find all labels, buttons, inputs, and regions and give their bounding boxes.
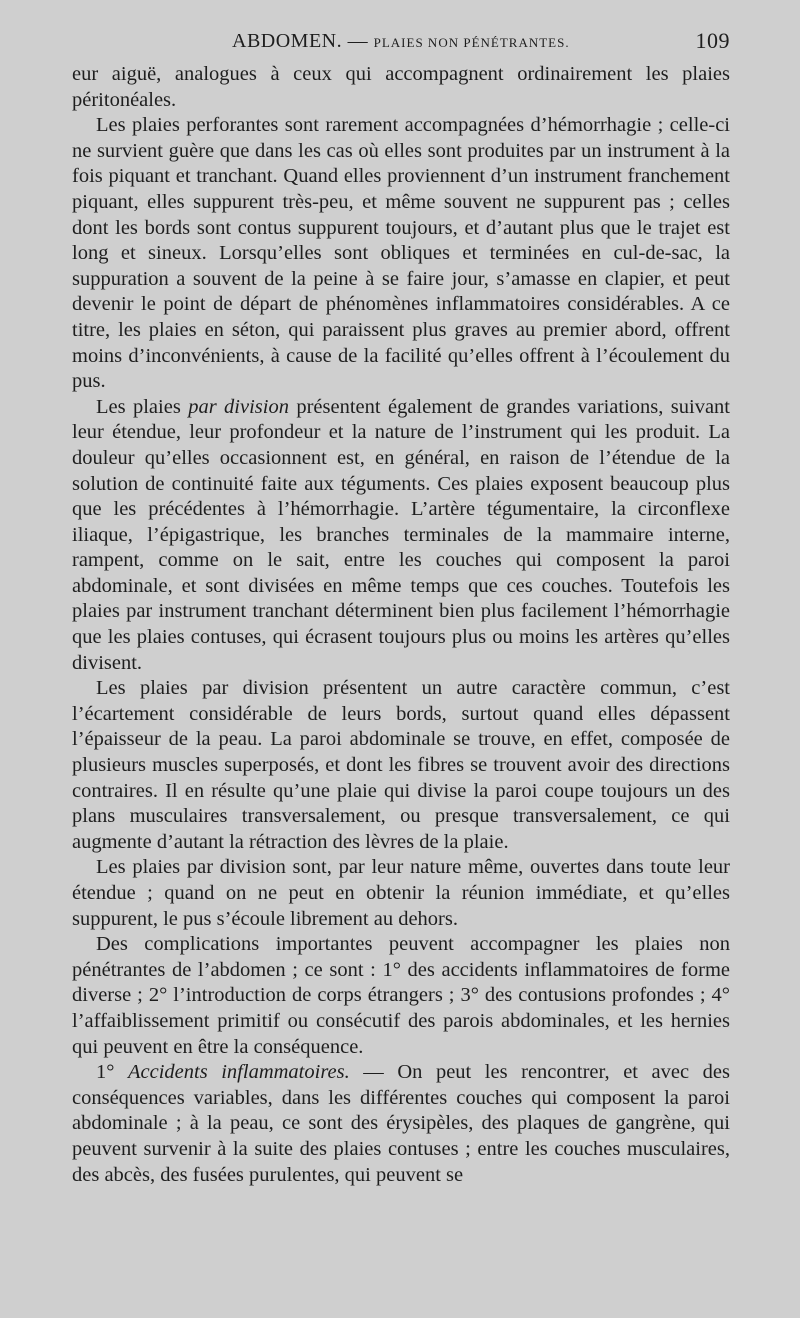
paragraph-text: — On peut les rencontrer, et avec des conséquences variables, dans les différentes couches qui composent la paroi abdominale ; à la peau, ce sont des érysipèles, des plaques de gangrène, qui peuvent survenir à la suite des plaies contuses ; entre les couches musculaires, des abcès, des fusées purulentes, qui peuvent se	[72, 1061, 730, 1186]
paragraph-emphasis: Accidents inflammatoires.	[128, 1061, 350, 1084]
paragraph-perforating-wounds: Les plaies perforantes sont rarement accompagnées d’hémorrhagie ; celle-ci ne survient guère que dans les cas où elles sont produites par un instrument à la fois piquant et tranchant. Quand elles proviennent d’un instrument franchement piquant, elles suppurent très-peu, et même souvent ne suppurent pas ; celles dont les bords sont contus suppurent toujours, et d’autant plus que le trajet est long et sineux. Lorsqu’elles sont obliques et terminées en cul-de-sac, la suppuration a souvent de la peine à se faire jour, s’amasse en clapier, et peut devenir le point de départ de phénomènes inflammatoires considérables. A ce titre, les plaies en séton, qui paraissent plus graves au premier abord, offrent moins d’inconvénients, à cause de la facilité qu’elles offrent à l’écoulement du pus.	[72, 114, 730, 393]
body-text	[72, 62, 730, 1188]
running-header	[72, 28, 730, 58]
paragraph-wound-edges: Les plaies par division présentent un autre caractère commun, c’est l’écartement considérable de leurs bords, surtout quand elles dépassent l’épaisseur de la peau. La paroi abdominale se trouve, en effet, composée de plusieurs muscles superposés, et dont les fibres se trouvent avoir des directions contraires. Il en résulte qu’une plaie qui divise la paroi coupe toujours un des plans musculaires transversalement, ou presque transversalement, ce qui augmente d’autant la rétraction des lèvres de la plaie.	[72, 677, 730, 853]
paragraph-emphasis: par division	[188, 395, 289, 418]
paragraph-text: présentent également de grandes variations, suivant leur étendue, leur profondeur et la nature de l’instrument qui les produit. La douleur qu’elles occasionnent est, en général, en raison de l’étendue de la solution de continuité faite aux téguments. Ces plaies exposent beaucoup plus que les précédentes à l’hémorrhagie. L’artère tégumentaire, la circonflexe iliaque, l’épigastrique, les branches terminales de la mammaire interne, rampent, comme on le sait, entre les couches qui composent la paroi abdominale, et sont divisées en même temps que ces couches. Toutefois les plaies par instrument tranchant déterminent bien plus facilement l’hémorrhagie que les plaies contuses, qui écrasent toujours plus ou moins les artères qu’elles divisent.	[72, 395, 730, 674]
header-section: ABDOMEN.	[232, 30, 343, 52]
paragraph-division-wounds	[72, 395, 730, 677]
header-subsection: PLAIES NON PÉNÉTRANTES.	[373, 35, 570, 50]
paragraph-open-wounds: Les plaies par division sont, par leur nature même, ouvertes dans toute leur étendue ; quand on ne peut en obtenir la réunion immédiate, et qu’elles suppurent, le pus s’écoule librement au dehors.	[72, 856, 730, 930]
paragraph-inflammatory-accidents	[72, 1060, 730, 1188]
page-number: 109	[695, 28, 730, 53]
paragraph-text: 1°	[96, 1061, 128, 1084]
paragraph-continuation: eur aiguë, analogues à ceux qui accompagnent ordinairement les plaies péritonéales.	[72, 63, 730, 111]
paragraph-text: Les plaies	[96, 395, 189, 418]
running-title	[232, 30, 570, 53]
paragraph-complications: Des complications importantes peuvent accompagner les plaies non pénétrantes de l’abdomen ; ce sont : 1° des accidents inflammatoires de forme diverse ; 2° l’introduction de corps étrangers ; 3° des contusions profondes ; 4° l’affaiblissement primitif ou consécutif des parois abdominales, et les hernies qui peuvent en être la conséquence.	[72, 933, 730, 1058]
header-dash: —	[347, 30, 369, 52]
